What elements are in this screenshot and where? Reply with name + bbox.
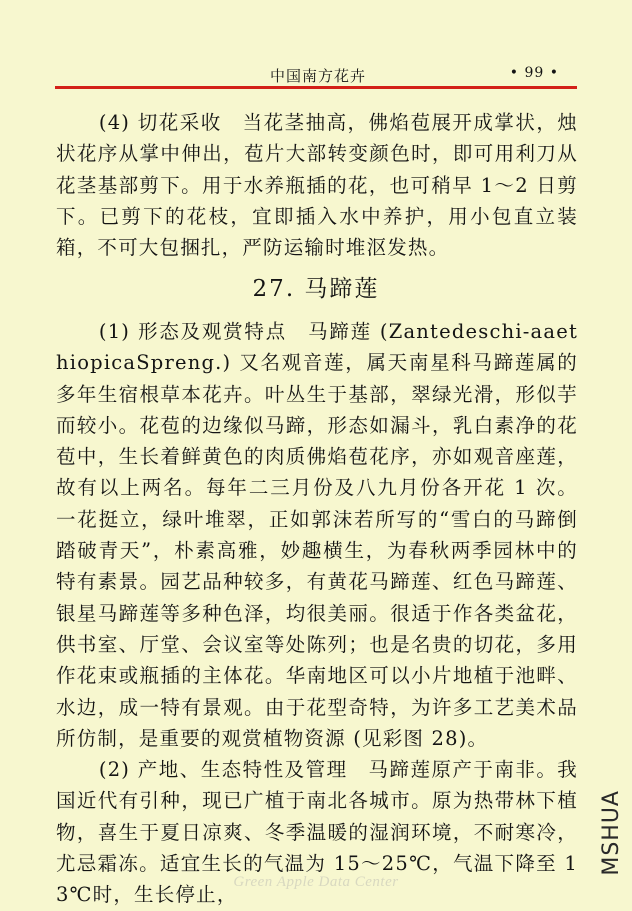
page-number: • 99 •: [509, 65, 559, 81]
section-title: 27. 马蹄莲: [252, 276, 380, 302]
running-header: [55, 62, 577, 88]
paragraph-cut-flower-harvest: (4) 切花采收 当花茎抽高，佛焰苞展开成掌状，烛状花序从掌中伸出，苞片大部转变颜色时，即可用利刀从花茎基部剪下。用于水养瓶插的花，也可稍早 1～2 日剪下。已剪下的花枝，宜即插入水中养护，用小包直立装箱，不可大包捆扎，严防运输时堆沤发热。: [56, 111, 578, 260]
header-rule: [55, 86, 577, 89]
text-block-bottom: [56, 316, 578, 911]
header-title: 中国南方花卉: [270, 67, 367, 85]
text-block-top: [56, 107, 578, 263]
paragraph-habitat: (2) 产地、生态特性及管理 马蹄莲原产于南非。我国近代有引种，现已广植于南北各城市。原为热带林下植物，喜生于夏日凉爽、冬季温暖的湿润环境，不耐寒冷，尤忌霜冻。适宜生长的气温为 15～25℃，气温下降至 13℃时，生长停止，: [56, 758, 578, 907]
footer-watermark: Green Apple Data Center: [233, 874, 399, 890]
side-watermark: MSHUA: [599, 790, 624, 876]
paragraph-morphology: (1) 形态及观赏特点 马蹄莲 (Zantedeschi-aaethiopicaSpreng.) 又名观音莲，属天南星科马蹄莲属的多年生宿根草本花卉。叶丛生于基部，翠绿光滑，形似芋而较小。花苞的边缘似马蹄，形态如漏斗，乳白素净的花苞中，生长着鲜黄色的肉质佛焰苞花序，亦如观音座莲，故有以上两名。每年二三月份及八九月份各开花 1 次。一花挺立，绿叶堆翠，正如郭沫若所写的“雪白的马蹄倒踏破青天”，朴素高雅，妙趣横生，为春秋两季园林中的特有素景。园艺品种较多，有黄花马蹄莲、红色马蹄莲、银星马蹄莲等多种色泽，均很美丽。很适于作各类盆花，供书室、厅堂、会议室等处陈列；也是名贵的切花，多用作花束或瓶插的主体花。华南地区可以小片地植于池畔、水边，成一特有景观。由于花型奇特，为许多工艺美术品所仿制，是重要的观赏植物资源 (见彩图 28)。: [56, 320, 578, 750]
